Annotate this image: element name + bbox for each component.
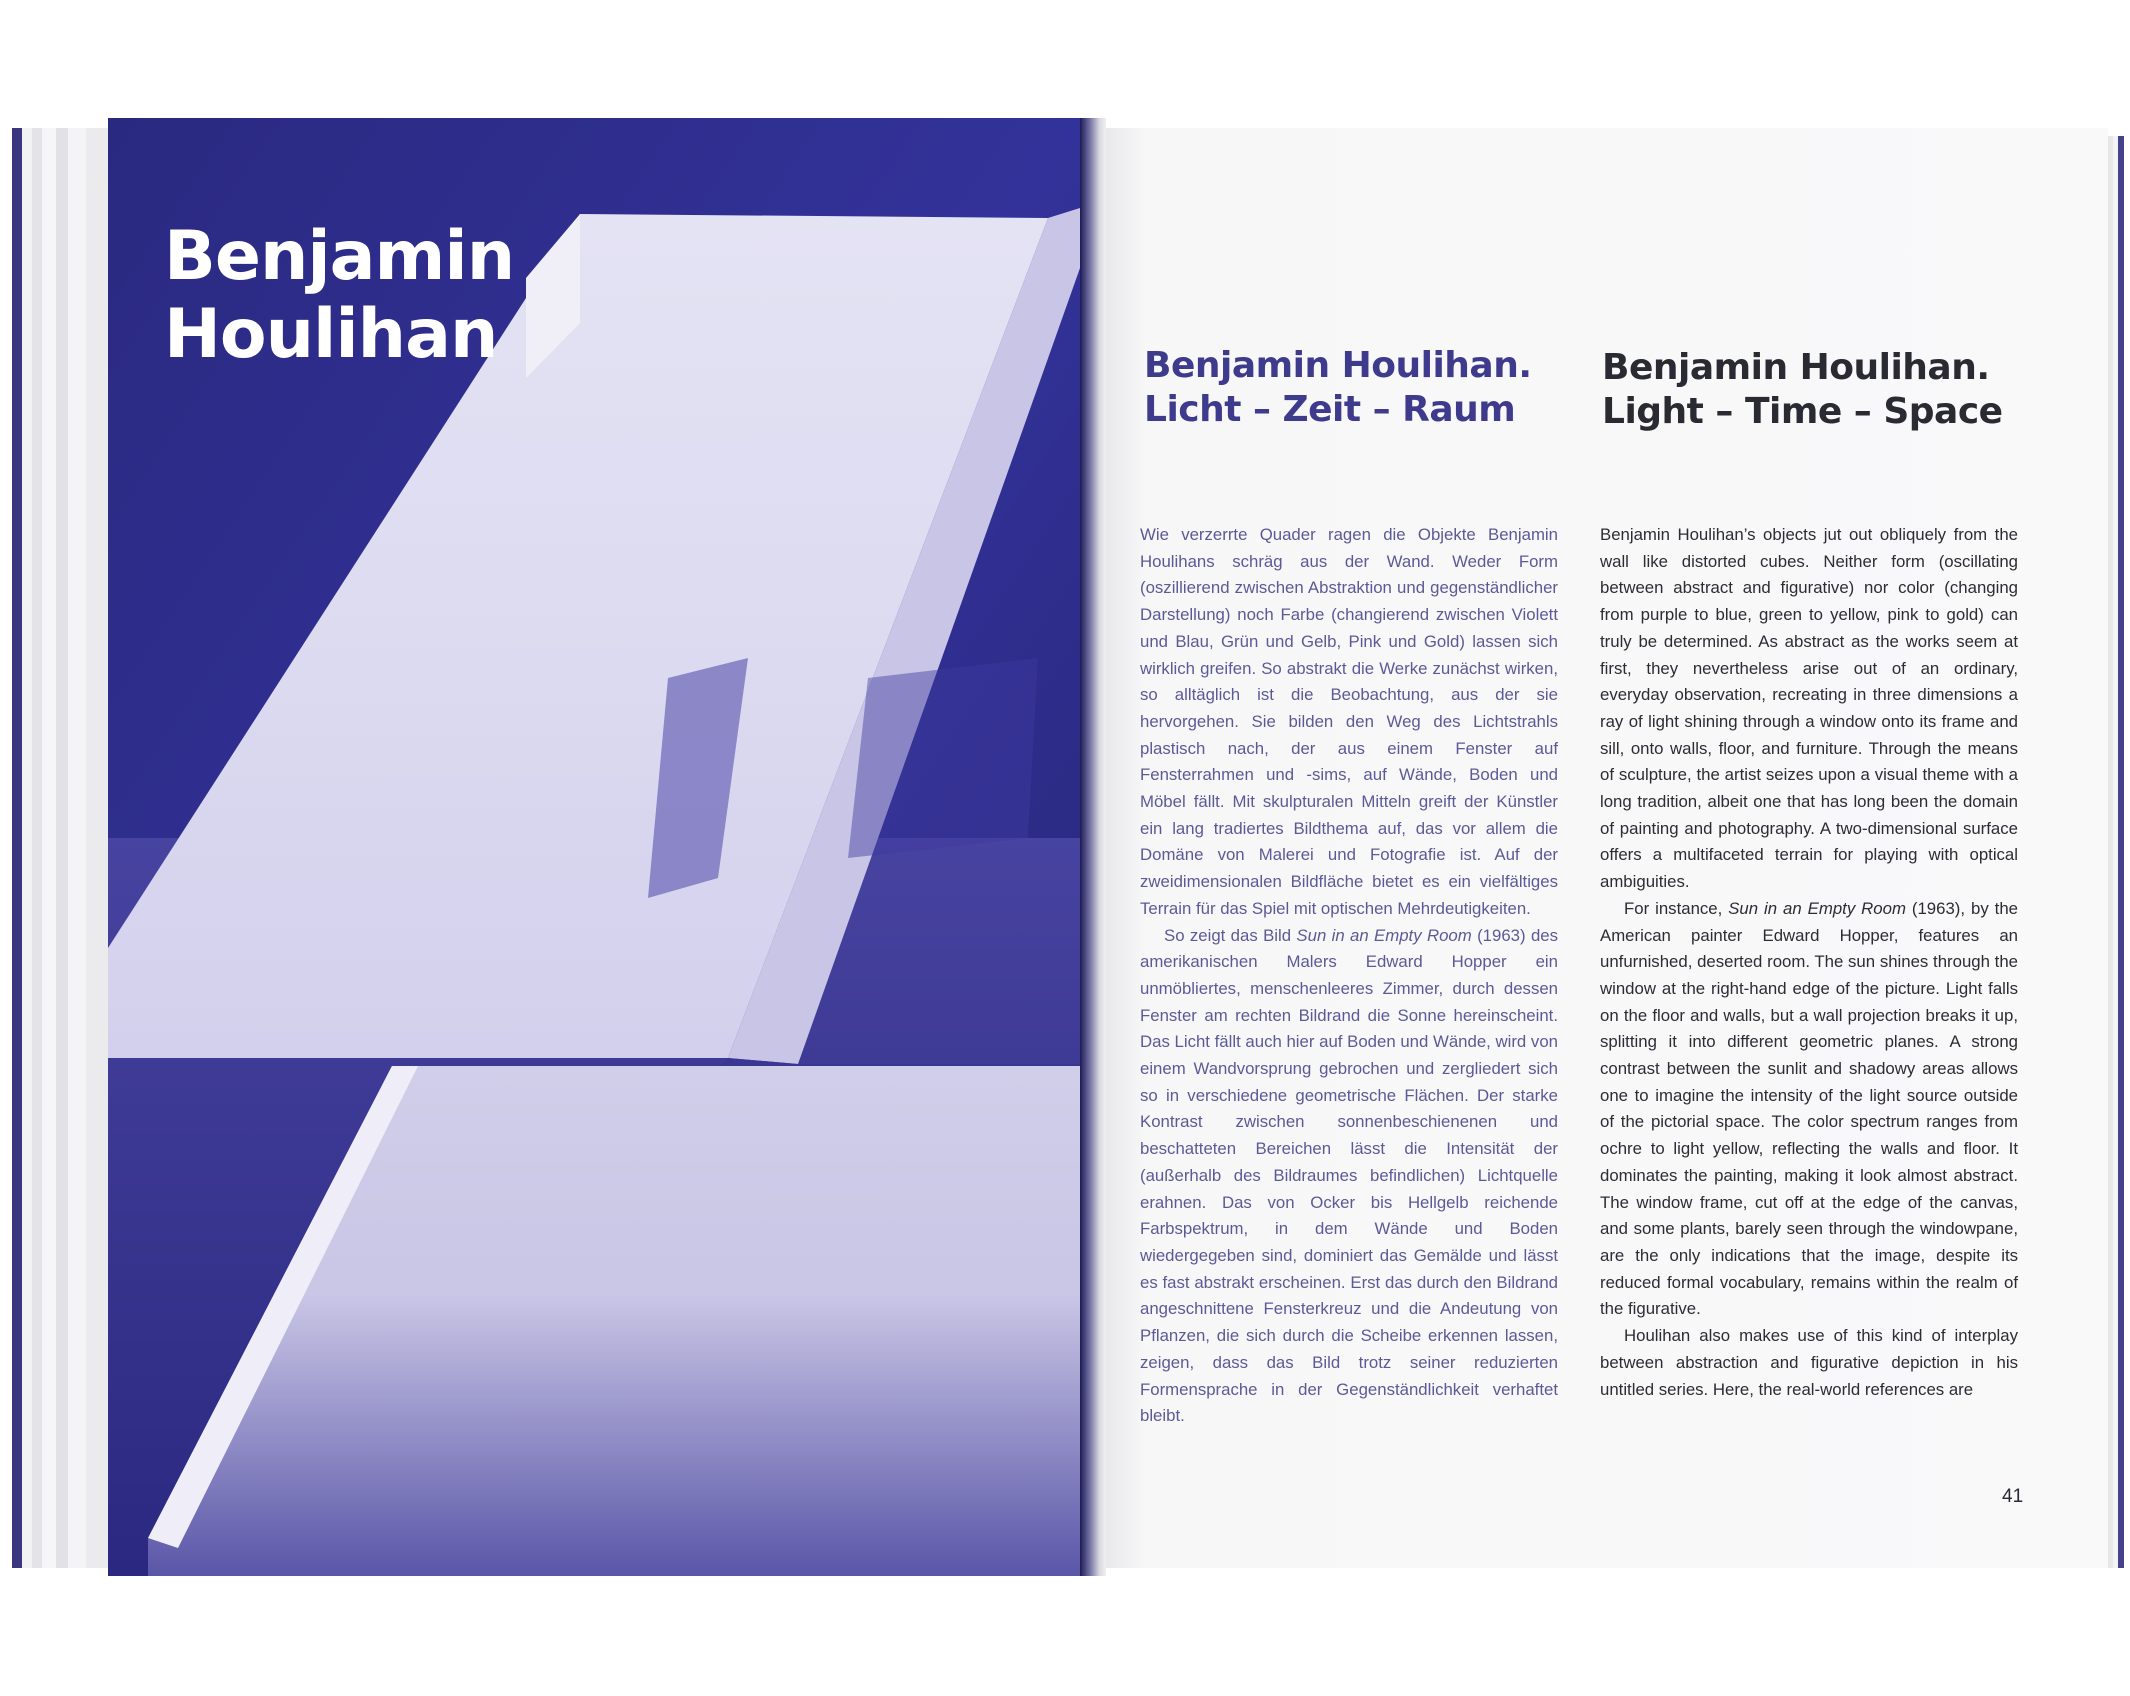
- body-column-english: [1600, 522, 2018, 1403]
- paragraph: For instance, Sun in an Empty Room (1963), by the American painter Edward Hopper, features an unfurnished, deserted room. The sun shines through the window at the right-hand edge of the picture. Light falls on the floor and walls, but a wall projection breaks it up, splitting it into different geometric planes. A strong contrast between the sunlit and shadowy areas allows one to imagine the intensity of the light source outside of the pictorial space. The color spectrum ranges from ochre to light yellow, reflecting the walls and floor. It dominates the painting, making it look almost abstract. The window frame, cut off at the edge of the canvas, and some plants, barely seen through the windowpane, are the only indications that the image, despite its reduced formal vocabulary, remains within the realm of the figurative.: [1600, 898, 2018, 1319]
- paragraph: Benjamin Houlihan’s objects jut out obliquely from the wall like distorted cubes. Neither form (oscillating between abstract and figurative) nor color (changing from purple to blue, green to yellow, pink to gold) can truly be determined. As abstract as the works seem at first, they nevertheless arise out of an ordinary, everyday observation, recreating in three dimensions a ray of light shining through a window onto its frame and sill, onto walls, floor, and furniture. Through the means of sculpture, the artist seizes upon a visual theme with a long tradition, albeit one that has long been the domain of painting and photography. A two-dimensional surface offers a multifaceted terrain for playing with optical ambiguities.: [1600, 525, 2018, 892]
- artist-name-title: Benjamin Houlihan: [164, 217, 515, 374]
- artwork-title: Sun in an Empty Room: [1728, 898, 1906, 918]
- page-edges-left: [12, 128, 108, 1568]
- paragraph: Houlihan also makes use of this kind of interplay between abstraction and figurative depiction in his untitled series. Here, the real-world references are: [1600, 1326, 2018, 1399]
- paragraph: Wie verzerrte Quader ragen die Objekte Benjamin Houlihans schräg aus der Wand. Weder Form (oszillierend zwischen Abstraktion und gegenständlicher Darstellung) noch Farbe (changierend zwischen Violett und Blau, Grün und Gelb, Pink und Gold) lassen sich wirklich greifen. So abstrakt die Werke zunächst wirken, so alltäglich ist die Beobachtung, aus der sie hervorgehen. Sie bilden den Weg des Lichtstrahls plastisch nach, der aus einem Fenster auf Fensterrahmen und -sims, auf Wände, Boden und Möbel fällt. Mit skulpturalen Mitteln greift der Künstler ein lang tradiertes Bildthema auf, das vor allem die Domäne von Malerei und Fotografie ist. Auf der zweidimensionalen Bildfläche bietet es ein vielfältiges Terrain für das Spiel mit optischen Mehrdeutigkeiten.: [1140, 525, 1558, 918]
- page-edges-right: [2108, 136, 2124, 1568]
- book-gutter: [1080, 118, 1106, 1576]
- heading-german: Benjamin Houlihan. Licht – Zeit – Raum: [1144, 345, 1532, 430]
- paragraph: So zeigt das Bild Sun in an Empty Room (1963) des amerikanischen Malers Edward Hopper ein unmöbliertes, menschenleeres Zimmer, durch dessen Fenster am rechten Bildrand die Sonne hereinscheint. Das Licht fällt auch hier auf Boden und Wände, wird von einem Wandvorsprung gebrochen und zergliedert sich so in verschiedene geometrische Flächen. Der starke Kontrast zwischen sonnenbeschienenen und beschatteten Bereichen lässt die Intensität der (außerhalb des Bildraumes befindlichen) Lichtquelle erahnen. Das von Ocker bis Hellgelb reichende Farbspektrum, in dem Wände und Boden wiedergegeben sind, dominiert das Gemälde und lässt es fast abstrakt erscheinen. Erst das durch den Bildrand angeschnittene Fensterkreuz und die Andeutung von Pflanzen, die sich durch die Scheibe erkennen lassen, zeigen, dass das Bild trotz seiner reduzierten Formensprache in der Gegenständlichkeit verhaftet bleibt.: [1140, 925, 1558, 1426]
- artwork-title: Sun in an Empty Room: [1296, 925, 1472, 945]
- body-column-german: [1140, 522, 1558, 1430]
- page-number: 41: [2002, 1486, 2024, 1507]
- text-page: [1106, 128, 2108, 1568]
- photo-page: [108, 118, 1080, 1576]
- heading-english: Benjamin Houlihan. Light – Time – Space: [1602, 347, 2003, 432]
